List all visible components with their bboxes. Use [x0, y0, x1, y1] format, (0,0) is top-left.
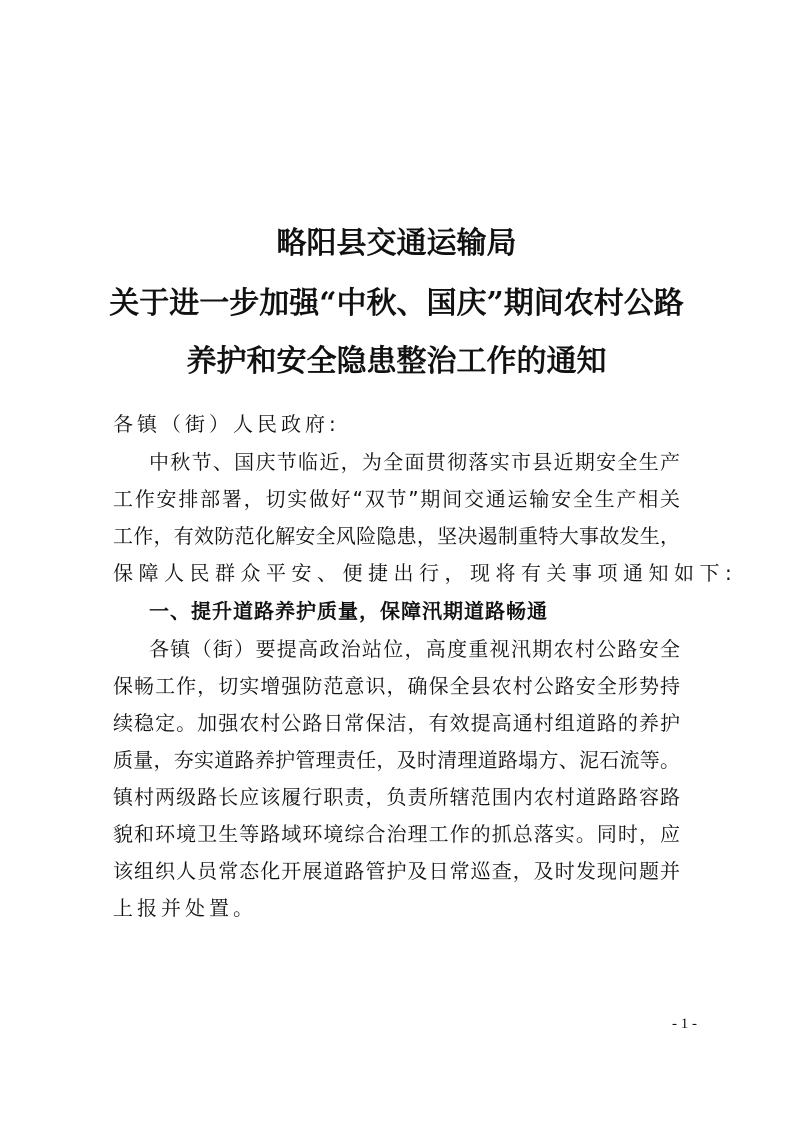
paragraph-line: 工作，有效防范化解安全风险隐患，坚决遏制重特大事故发生， — [113, 524, 680, 548]
paragraph-line: 该组织人员常态化开展道路管护及日常巡查，及时发现问题并 — [113, 859, 680, 883]
paragraph-line: 貌和环境卫生等路域环境综合治理工作的抓总落实。同时，应 — [113, 822, 680, 846]
paragraph-line: 保障人民群众平安、便捷出行，现将有关事项通知如下: — [113, 561, 738, 585]
paragraph-line: 续稳定。加强农村公路日常保洁，有效提高通村组道路的养护 — [113, 711, 680, 735]
title-line-1: 略阳县交通运输局 — [276, 226, 517, 261]
paragraph-line: 保畅工作，切实增强防范意识，确保全县农村公路安全形势持 — [113, 674, 680, 698]
title-line-2: 关于进一步加强“中秋、国庆”期间农村公路 — [109, 286, 684, 321]
page-number: - 1 - — [672, 1016, 697, 1032]
paragraph-line: 质量，夯实道路养护管理责任，及时清理道路塌方、泥石流等。 — [113, 748, 680, 772]
paragraph-line: 工作安排部署，切实做好“双节”期间交通运输安全生产相关 — [113, 487, 680, 511]
title-line-3: 养护和安全隐患整治工作的通知 — [186, 344, 607, 379]
paragraph-line: 上报并处置。 — [113, 896, 257, 920]
paragraph-line: 各镇（街）要提高政治站位，高度重视汛期农村公路安全 — [149, 637, 680, 661]
paragraph-line: 镇村两级路长应该履行职责，负责所辖范围内农村道路路容路 — [113, 785, 680, 809]
paragraph-line: 中秋节、国庆节临近，为全面贯彻落实市县近期安全生产 — [149, 450, 680, 474]
section-heading: 一、提升道路养护质量，保障汛期道路畅通 — [149, 599, 548, 623]
salutation: 各镇（街）人民政府: — [113, 412, 340, 436]
